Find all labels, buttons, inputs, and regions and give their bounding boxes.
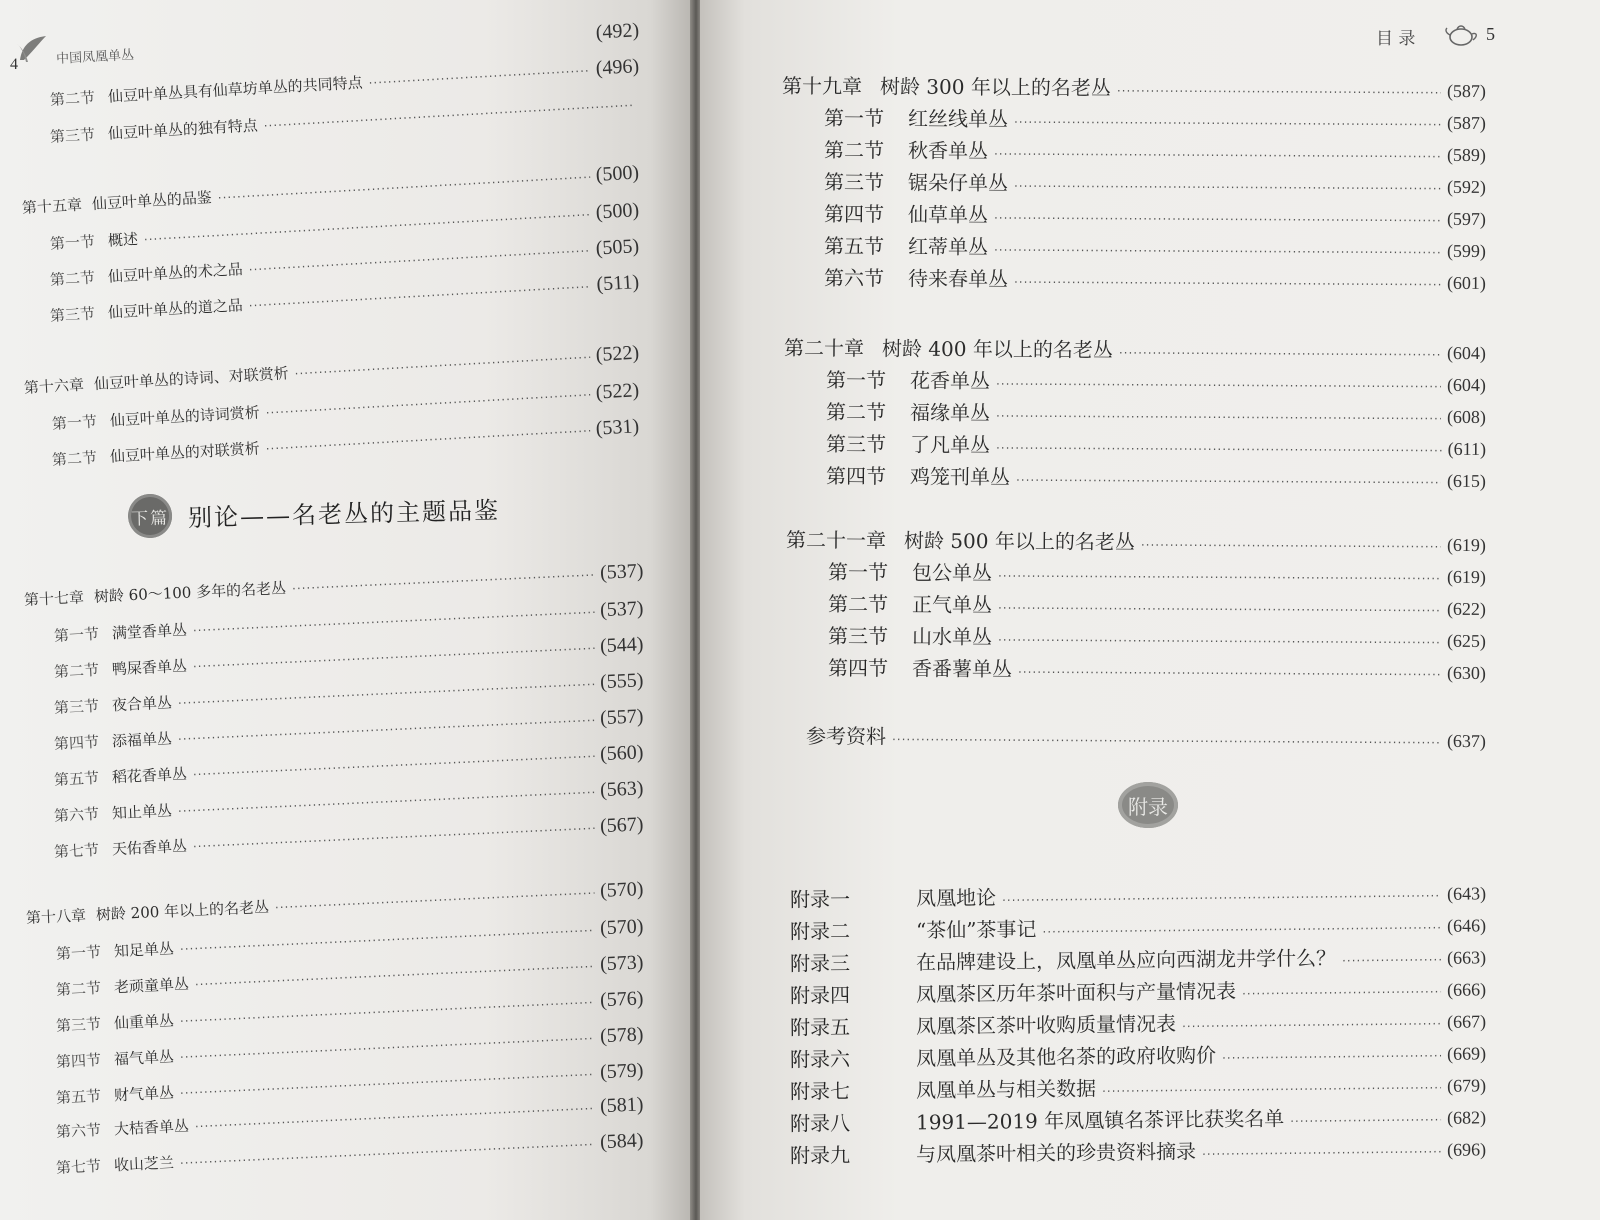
toc-entry-page: (578) bbox=[599, 1023, 644, 1048]
toc-entry-label: 第二节 bbox=[55, 978, 102, 999]
toc-entry-page: (544) bbox=[599, 633, 644, 658]
toc-section-entry bbox=[824, 102, 1486, 135]
toc-leader-dots bbox=[998, 569, 1441, 586]
toc-entry-title: 凤凰单丛与相关数据 bbox=[915, 1076, 1097, 1103]
toc-entry-page: (663) bbox=[1446, 947, 1487, 968]
toc-entry-page: (696) bbox=[1446, 1139, 1487, 1160]
toc-leader-dots bbox=[994, 147, 1441, 164]
toc-entry-page: (500) bbox=[595, 161, 640, 186]
toc-leader-dots bbox=[193, 749, 595, 781]
part-heading bbox=[128, 485, 501, 538]
toc-entry-title: 福缘单丛 bbox=[909, 400, 991, 425]
toc-entry-title: 山水单丛 bbox=[911, 624, 993, 649]
toc-leader-dots bbox=[1014, 275, 1441, 292]
toc-entry-label: 第一节 bbox=[825, 367, 887, 393]
toc-leader-dots bbox=[193, 821, 595, 853]
toc-entry-label: 第二十一章 bbox=[785, 527, 887, 553]
toc-leader-dots bbox=[1014, 179, 1441, 196]
toc-leader-dots bbox=[1141, 538, 1441, 554]
running-header-right: 目 录 bbox=[1376, 29, 1416, 49]
toc-entry-page: (667) bbox=[1446, 1011, 1487, 1032]
toc-entry-page: (669) bbox=[1446, 1043, 1487, 1064]
toc-appendix-entry bbox=[790, 1132, 1486, 1168]
toc-section-entry bbox=[824, 262, 1486, 295]
toc-entry-title: 大桔香单丛 bbox=[113, 1116, 190, 1139]
toc-appendix-entry bbox=[790, 940, 1486, 976]
toc-entry-title: 仙豆叶单丛的道之品 bbox=[107, 296, 244, 322]
toc-entry-page: (619) bbox=[1446, 566, 1487, 588]
toc-entry-title: 待来春单丛 bbox=[907, 266, 1009, 292]
toc-entry-label: 附录八 bbox=[789, 1111, 851, 1136]
right-page bbox=[700, 0, 1600, 1220]
toc-entry-label: 第二节 bbox=[49, 88, 96, 109]
toc-leader-dots bbox=[275, 886, 595, 914]
toc-section-entry bbox=[826, 428, 1486, 461]
toc-entry-page: (601) bbox=[1446, 272, 1487, 294]
toc-entry-title: 参考资料 bbox=[805, 723, 887, 749]
toc-leader-dots bbox=[1018, 665, 1441, 682]
toc-entry-page: (587) bbox=[1446, 80, 1487, 102]
toc-entry-title: 与凤凰茶叶相关的珍贵资料摘录 bbox=[915, 1139, 1197, 1167]
toc-leader-dots bbox=[1182, 1017, 1441, 1034]
toc-entry-page: (646) bbox=[1446, 915, 1487, 936]
toc-leader-dots bbox=[998, 633, 1441, 650]
toc-leader-dots bbox=[178, 677, 595, 710]
toc-entry-label: 第二节 bbox=[825, 399, 887, 425]
toc-leader-dots bbox=[195, 1102, 595, 1134]
toc-section-entry bbox=[824, 166, 1486, 199]
toc-entry-page: (531) bbox=[595, 415, 640, 440]
toc-leader-dots bbox=[1290, 1113, 1441, 1129]
toc-leader-dots bbox=[892, 733, 1441, 750]
toc-entry-page: (496) bbox=[595, 55, 640, 80]
toc-leader-dots bbox=[263, 98, 633, 133]
toc-entry-title: 树龄 400 年以上的名老丛 bbox=[881, 336, 1113, 362]
toc-entry-page: (666) bbox=[1446, 979, 1487, 1000]
toc-entry-page: (604) bbox=[1446, 342, 1487, 364]
toc-leader-dots bbox=[994, 211, 1441, 228]
toc-leader-dots bbox=[1222, 1049, 1441, 1065]
toc-entry-title: 凤凰茶区历年茶叶面积与产量情况表 bbox=[915, 978, 1237, 1007]
toc-entry-page: (630) bbox=[1446, 662, 1487, 684]
toc-leader-dots bbox=[1342, 953, 1441, 968]
toc-entry-title: 凤凰单丛及其他名茶的政府收购价 bbox=[915, 1043, 1217, 1071]
toc-entry-page: (522) bbox=[595, 341, 640, 367]
toc-section-entry bbox=[824, 230, 1486, 263]
toc-entry-title: 锯朵仔单丛 bbox=[907, 170, 1009, 196]
toc-leader-dots bbox=[178, 785, 595, 818]
toc-entry-label: 第七节 bbox=[53, 840, 100, 861]
toc-leader-dots bbox=[265, 424, 590, 456]
toc-leader-dots bbox=[248, 244, 590, 277]
toc-leader-dots bbox=[180, 1032, 595, 1065]
toc-entry-page: (570) bbox=[599, 877, 644, 902]
toc-leader-dots bbox=[1117, 84, 1441, 100]
toc-entry-title: 添福单丛 bbox=[111, 729, 173, 751]
toc-leader-dots bbox=[994, 243, 1441, 260]
toc-chapter-entry bbox=[788, 720, 1486, 753]
toc-leader-dots bbox=[1042, 921, 1441, 939]
toc-entry-title: 仙豆叶单丛的独有特点 bbox=[107, 116, 259, 143]
tea-leaf-logo-icon bbox=[16, 34, 50, 64]
toc-appendix-entry bbox=[790, 908, 1486, 944]
toc-entry-page: (555) bbox=[599, 669, 644, 694]
toc-entry-label: 附录一 bbox=[789, 887, 851, 912]
toc-entry-label: 第十九章 bbox=[781, 73, 863, 99]
toc-entry-label: 第三节 bbox=[55, 1014, 102, 1035]
toc-entry-title: 天佑香单丛 bbox=[111, 836, 188, 859]
toc-section-entry bbox=[828, 620, 1486, 653]
toc-leader-dots bbox=[1202, 1145, 1441, 1162]
toc-entry-label: 附录九 bbox=[789, 1143, 851, 1168]
toc-leader-dots bbox=[996, 377, 1441, 394]
toc-leader-dots bbox=[998, 601, 1441, 618]
toc-entry-title: 财气单丛 bbox=[113, 1083, 175, 1105]
toc-entry-title: 鸡笼刊单丛 bbox=[909, 464, 1011, 490]
toc-leader-dots bbox=[1014, 115, 1441, 132]
toc-appendix-entry bbox=[790, 972, 1486, 1008]
toc-entry-label: 附录四 bbox=[789, 983, 851, 1008]
part-title: 别论——名老丛的主题品鉴 bbox=[187, 495, 501, 532]
toc-entry-title: 树龄 500 年以上的名老丛 bbox=[903, 528, 1135, 554]
toc-leader-dots bbox=[1242, 985, 1441, 1001]
toc-entry-page: (570) bbox=[599, 915, 644, 940]
toc-entry-title: 树龄 200 年以上的名老丛 bbox=[95, 897, 270, 924]
toc-appendix-entry bbox=[790, 1004, 1486, 1040]
toc-entry-title: 概述 bbox=[107, 230, 139, 250]
toc-entry-label: 第一节 bbox=[827, 559, 889, 585]
toc-entry-page: (592) bbox=[1446, 176, 1487, 198]
toc-entry-title: 在品牌建设上，凤凰单丛应向西湖龙井学什么？ bbox=[915, 945, 1337, 975]
toc-section-entry bbox=[828, 556, 1486, 589]
toc-entry-title: 香番薯单丛 bbox=[911, 656, 1013, 682]
toc-entry-label: 第三节 bbox=[825, 431, 887, 457]
toc-entry-page: (581) bbox=[599, 1093, 644, 1118]
toc-entry-page: (537) bbox=[599, 559, 644, 584]
toc-entry-title: 仙豆叶单丛的诗词、对联赏析 bbox=[93, 364, 290, 394]
toc-entry-title: “茶仙”茶事记 bbox=[915, 917, 1037, 943]
toc-entry-label: 第一节 bbox=[49, 232, 96, 253]
toc-entry-title: 花香单丛 bbox=[909, 368, 991, 393]
toc-section-entry bbox=[828, 652, 1486, 685]
toc-leader-dots bbox=[294, 350, 590, 380]
teapot-icon bbox=[1444, 22, 1480, 48]
toc-leader-dots bbox=[195, 960, 595, 992]
toc-entry-label: 第二节 bbox=[49, 268, 96, 289]
toc-entry-label: 第二节 bbox=[51, 448, 98, 469]
toc-entry-label: 第三节 bbox=[53, 696, 100, 717]
toc-entry-label: 附录六 bbox=[789, 1047, 851, 1072]
toc-entry-label: 第二节 bbox=[53, 660, 100, 681]
toc-chapter-entry bbox=[786, 524, 1486, 557]
toc-entry-title: 夜合单丛 bbox=[111, 693, 173, 715]
toc-leader-dots bbox=[1119, 346, 1441, 362]
toc-section-entry bbox=[826, 364, 1486, 397]
part-badge: 下篇 bbox=[128, 493, 173, 538]
toc-entry-page: (537) bbox=[599, 597, 644, 622]
toc-appendix-entry bbox=[790, 1068, 1486, 1104]
toc-chapter-entry bbox=[784, 332, 1486, 365]
toc-entry-page: (563) bbox=[599, 777, 644, 802]
toc-leader-dots bbox=[193, 605, 595, 637]
toc-entry-title: 红蒂单丛 bbox=[907, 234, 989, 259]
toc-entry-title: 仙草单丛 bbox=[907, 202, 989, 227]
toc-entry-title: 树龄 300 年以上的名老丛 bbox=[879, 74, 1111, 100]
toc-entry-title: 满堂香单丛 bbox=[111, 620, 188, 643]
toc-entry-title: 仙豆叶单丛的品鉴 bbox=[91, 188, 213, 214]
toc-leader-dots bbox=[1016, 473, 1441, 490]
toc-entry-label: 第六节 bbox=[55, 1120, 102, 1141]
toc-leader-dots bbox=[217, 170, 590, 205]
toc-entry-label: 附录七 bbox=[789, 1079, 851, 1104]
toc-entry-label: 第一节 bbox=[823, 105, 885, 131]
toc-entry-page: (492) bbox=[595, 19, 640, 44]
toc-entry-label: 第一节 bbox=[53, 624, 100, 645]
appendix-badge: 附录 bbox=[1118, 782, 1178, 828]
toc-entry-title: 福气单丛 bbox=[113, 1047, 175, 1069]
toc-entry-label: 第十六章 bbox=[23, 375, 85, 397]
toc-entry-label: 第二节 bbox=[827, 591, 889, 617]
toc-entry-label: 第四节 bbox=[827, 655, 889, 681]
toc-section-entry bbox=[824, 134, 1486, 167]
toc-entry-label: 第二十章 bbox=[783, 335, 865, 361]
toc-leader-dots bbox=[180, 996, 595, 1029]
toc-entry-label: 第四节 bbox=[825, 463, 887, 489]
toc-leader-dots bbox=[1002, 889, 1441, 908]
toc-entry-page: (587) bbox=[1446, 112, 1487, 134]
toc-entry-title: 收山芝兰 bbox=[113, 1153, 175, 1175]
toc-entry-title: 仙豆叶单丛的诗词赏析 bbox=[109, 403, 261, 430]
toc-entry-page: (584) bbox=[599, 1129, 644, 1154]
toc-entry-page: (573) bbox=[599, 951, 644, 976]
toc-entry-label: 第五节 bbox=[823, 233, 885, 259]
toc-leader-dots bbox=[265, 388, 590, 420]
toc-leader-dots bbox=[193, 641, 595, 673]
toc-entry-page: (682) bbox=[1446, 1107, 1487, 1128]
toc-entry-page: (643) bbox=[1446, 883, 1487, 904]
toc-entry-label bbox=[52, 66, 110, 69]
toc-leader-dots bbox=[996, 409, 1441, 426]
toc-entry-label: 第三节 bbox=[49, 304, 96, 325]
toc-appendix-entry bbox=[790, 876, 1486, 912]
toc-entry-label: 附录二 bbox=[789, 919, 851, 944]
running-header-left: 中国凤凰单丛 bbox=[55, 47, 135, 68]
toc-entry-title: 稻花香单丛 bbox=[111, 764, 188, 787]
toc-entry-page: (511) bbox=[595, 271, 640, 296]
toc-entry-title: 仙重单丛 bbox=[113, 1011, 175, 1033]
toc-entry-title: 凤凰茶区茶叶收购质量情况表 bbox=[915, 1011, 1177, 1039]
toc-entry-label: 附录三 bbox=[789, 951, 851, 976]
toc-entry-label: 第三节 bbox=[827, 623, 889, 649]
toc-entry-title: 仙豆叶单丛的对联赏析 bbox=[109, 439, 261, 466]
toc-entry-page: (557) bbox=[599, 705, 644, 730]
toc-entry-page: (599) bbox=[1446, 240, 1487, 262]
toc-leader-dots bbox=[292, 568, 595, 596]
toc-entry-label: 第六节 bbox=[53, 804, 100, 825]
toc-leader-dots bbox=[180, 924, 595, 957]
toc-entry-title: 凤凰地论 bbox=[915, 885, 997, 911]
toc-entry-label: 第十七章 bbox=[23, 588, 85, 609]
toc-entry-page: (619) bbox=[1446, 534, 1487, 556]
toc-entry-page: (560) bbox=[599, 741, 644, 766]
toc-entry-page: (625) bbox=[1446, 630, 1487, 652]
page-number-right: 5 bbox=[1486, 24, 1495, 44]
page-number-left: 4 bbox=[10, 56, 18, 73]
toc-entry-title: 仙豆叶单丛具有仙草坊单丛的共同特点 bbox=[107, 73, 364, 106]
toc-entry-page: (567) bbox=[599, 813, 644, 838]
toc-entry-title: 树龄 60～100 多年的名老丛 bbox=[93, 579, 287, 606]
toc-section-entry bbox=[826, 396, 1486, 429]
toc-leader-dots bbox=[368, 64, 590, 90]
toc-leader-dots bbox=[1102, 1081, 1441, 1099]
toc-entry-page: (576) bbox=[599, 987, 644, 1012]
toc-appendix-entry bbox=[790, 1036, 1486, 1072]
toc-entry-page: (505) bbox=[595, 235, 640, 260]
toc-entry-title: 秋香单丛 bbox=[907, 138, 989, 163]
toc-entry-page: (597) bbox=[1446, 208, 1487, 230]
toc-appendix-entry bbox=[790, 1100, 1486, 1136]
toc-leader-dots bbox=[178, 713, 595, 746]
toc-entry-title: 知足单丛 bbox=[113, 939, 175, 961]
toc-entry-label: 第十五章 bbox=[21, 195, 83, 217]
toc-entry-label: 第三节 bbox=[49, 125, 96, 146]
toc-leader-dots bbox=[248, 280, 591, 313]
toc-entry-page: (615) bbox=[1446, 470, 1487, 492]
toc-entry-label: 第一节 bbox=[55, 942, 102, 963]
toc-entry-title: 老顽童单丛 bbox=[113, 974, 190, 997]
toc-entry-page: (622) bbox=[1446, 598, 1487, 620]
toc-chapter-entry bbox=[782, 70, 1486, 103]
toc-entry-page: (611) bbox=[1447, 438, 1487, 460]
left-page bbox=[0, 0, 692, 1220]
toc-entry-title: 鸭屎香单丛 bbox=[111, 656, 188, 679]
toc-entry-label: 第六节 bbox=[823, 265, 885, 291]
toc-entry-label: 第五节 bbox=[53, 768, 100, 789]
toc-entry-page: (679) bbox=[1446, 1075, 1487, 1096]
toc-entry-label: 第二节 bbox=[823, 137, 885, 163]
toc-section-entry bbox=[826, 460, 1486, 493]
toc-entry-title: 红丝线单丛 bbox=[907, 106, 1009, 132]
toc-entry-page: (604) bbox=[1446, 374, 1487, 396]
toc-entry-title: 了凡单丛 bbox=[909, 432, 991, 457]
toc-entry-title: 包公单丛 bbox=[911, 560, 993, 585]
toc-leader-dots bbox=[996, 441, 1442, 458]
toc-section-entry bbox=[824, 198, 1486, 231]
toc-entry-label: 第一节 bbox=[51, 412, 98, 433]
toc-entry-page: (589) bbox=[1446, 144, 1487, 166]
toc-entry-label: 第五节 bbox=[55, 1086, 102, 1107]
toc-entry-label: 第四节 bbox=[53, 732, 100, 753]
toc-entry-label: 附录五 bbox=[789, 1015, 851, 1040]
toc-entry-label: 第四节 bbox=[823, 201, 885, 227]
toc-leader-dots bbox=[180, 1138, 595, 1171]
toc-entry-page: (500) bbox=[595, 199, 640, 224]
toc-section-entry bbox=[828, 588, 1486, 621]
toc-entry-title: 1991—2019 年凤凰镇名茶评比获奖名单 bbox=[915, 1106, 1285, 1135]
toc-entry-page: (637) bbox=[1446, 730, 1487, 752]
toc-entry-label: 第三节 bbox=[823, 169, 885, 195]
toc-entry-label: 第十八章 bbox=[25, 906, 87, 927]
toc-entry-title: 正气单丛 bbox=[911, 592, 993, 617]
toc-entry-label: 第四节 bbox=[55, 1050, 102, 1071]
toc-entry-title: 知止单丛 bbox=[111, 801, 173, 823]
toc-entry-label: 第七节 bbox=[55, 1156, 102, 1177]
toc-entry-page: (608) bbox=[1446, 406, 1487, 428]
toc-entry-title: 仙豆叶单丛的术之品 bbox=[107, 260, 244, 286]
toc-entry-page: (522) bbox=[595, 379, 640, 404]
toc-entry-page: (579) bbox=[599, 1059, 644, 1084]
toc-leader-dots bbox=[180, 1068, 595, 1101]
